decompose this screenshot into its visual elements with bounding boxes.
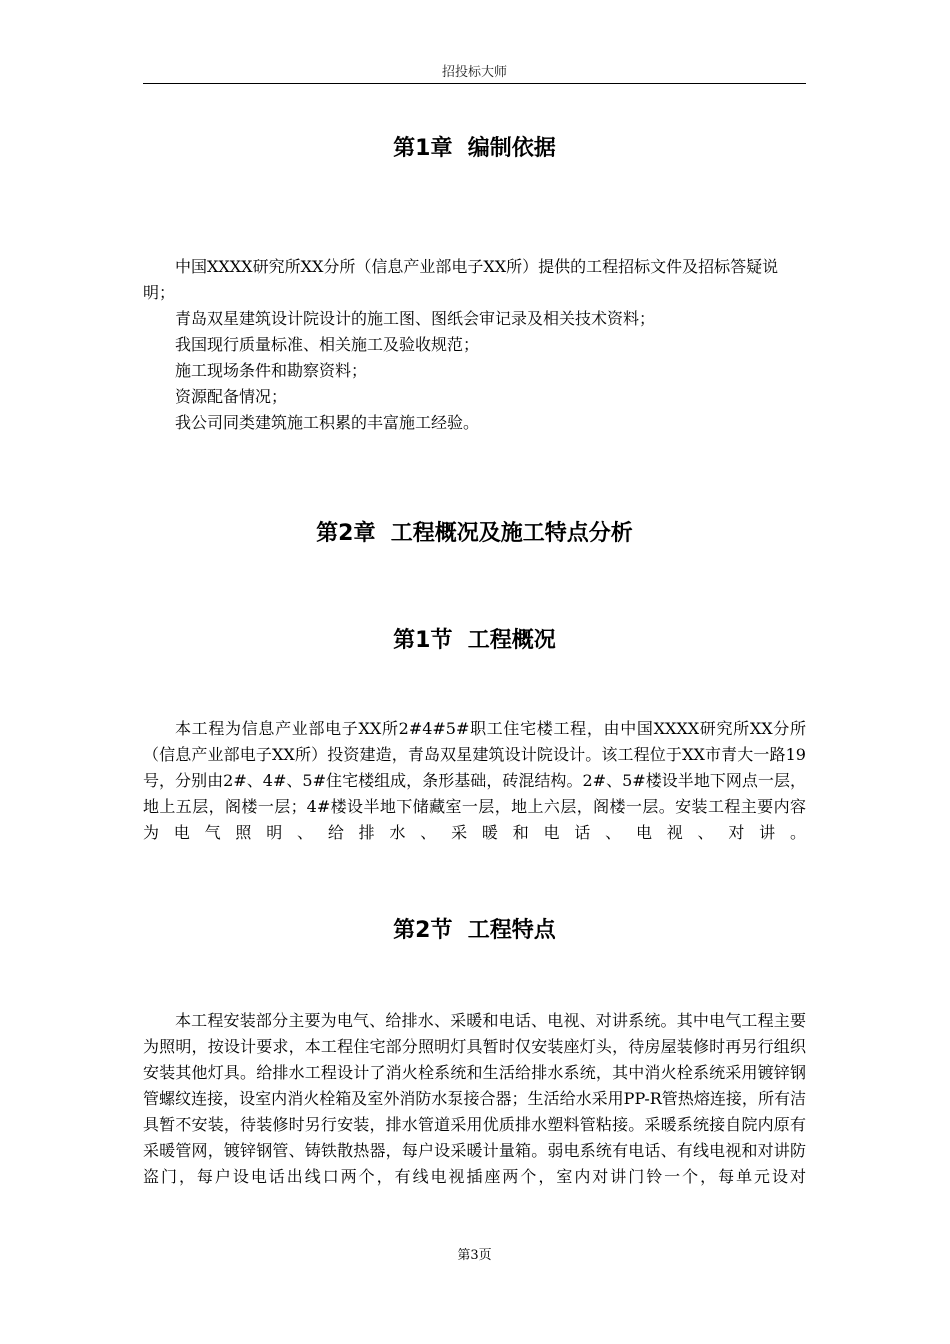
basis-item: 我国现行质量标准、相关施工及验收规范； xyxy=(175,335,480,354)
project-features-paragraph: 本工程安装部分主要为电气、给排水、采暖和电话、电视、对讲系统。其中电气工程主要为照明，按设计要求，本工程住宅部分照明灯具暂时仅安装座灯头，待房屋装修时再另行组织安装其他灯具。给排水工程设计了消火栓系统和生活给排水系统，其中消火栓系统采用镀锌钢管螺纹连接，设室内消火栓箱及室外消防水泵接合器；生活给水采用PP-R管热熔连接，所有洁具暂不安装，待装修时另行安装，排水管道采用优质排水塑料管粘接。采暖系统接自院内原有采暖管网，镀锌钢管、铸铁散热器，每户设采暖计量箱。弱电系统有电话、有线电视和对讲防盗门，每户设电话出线口两个，有线电视插座两个，室内对讲门铃一个，每单元设对 xyxy=(143,1011,806,1186)
basis-item: 中国XXXX研究所XX分所（信息产业部电子XX所）提供的工程招标文件及招标答疑说明； xyxy=(143,257,779,302)
project-overview-paragraph: 本工程为信息产业部电子XX所2#4#5#职工住宅楼工程，由中国XXXX研究所XX分所（信息产业部电子XX所）投资建造，青岛双星建筑设计院设计。该工程位于XX市青大一路19号，分别由2#、4#、5#住宅楼组成，条形基础，砖混结构。2#、5#楼设半地下网点一层，地上五层，阁楼一层；4#楼设半地下储藏室一层，地上六层，阁楼一层。安装工程主要内容为电气照明、给排水、采暖和电话、电视、对讲。 xyxy=(143,719,806,842)
chapter-1-heading: 第1章 编制依据 xyxy=(393,136,556,161)
section-2-heading: 第2节 工程特点 xyxy=(393,918,556,943)
project-overview-section xyxy=(143,716,806,846)
section-1-heading: 第1节 工程概况 xyxy=(393,628,556,653)
basis-item: 资源配备情况； xyxy=(175,387,288,406)
project-features-section xyxy=(143,1008,806,1190)
chapter-2-heading: 第2章 工程概况及施工特点分析 xyxy=(316,521,633,546)
basis-item: 青岛双星建筑设计院设计的施工图、图纸会审记录及相关技术资料； xyxy=(175,309,656,328)
basis-item: 施工现场条件和勘察资料； xyxy=(175,361,368,380)
page-header: 招投标大师 xyxy=(441,65,507,80)
header-divider xyxy=(143,83,806,84)
chapter-1-basis-list xyxy=(143,254,806,436)
page-number: 第3页 xyxy=(457,1248,492,1263)
basis-item: 我公司同类建筑施工积累的丰富施工经验。 xyxy=(175,413,480,432)
